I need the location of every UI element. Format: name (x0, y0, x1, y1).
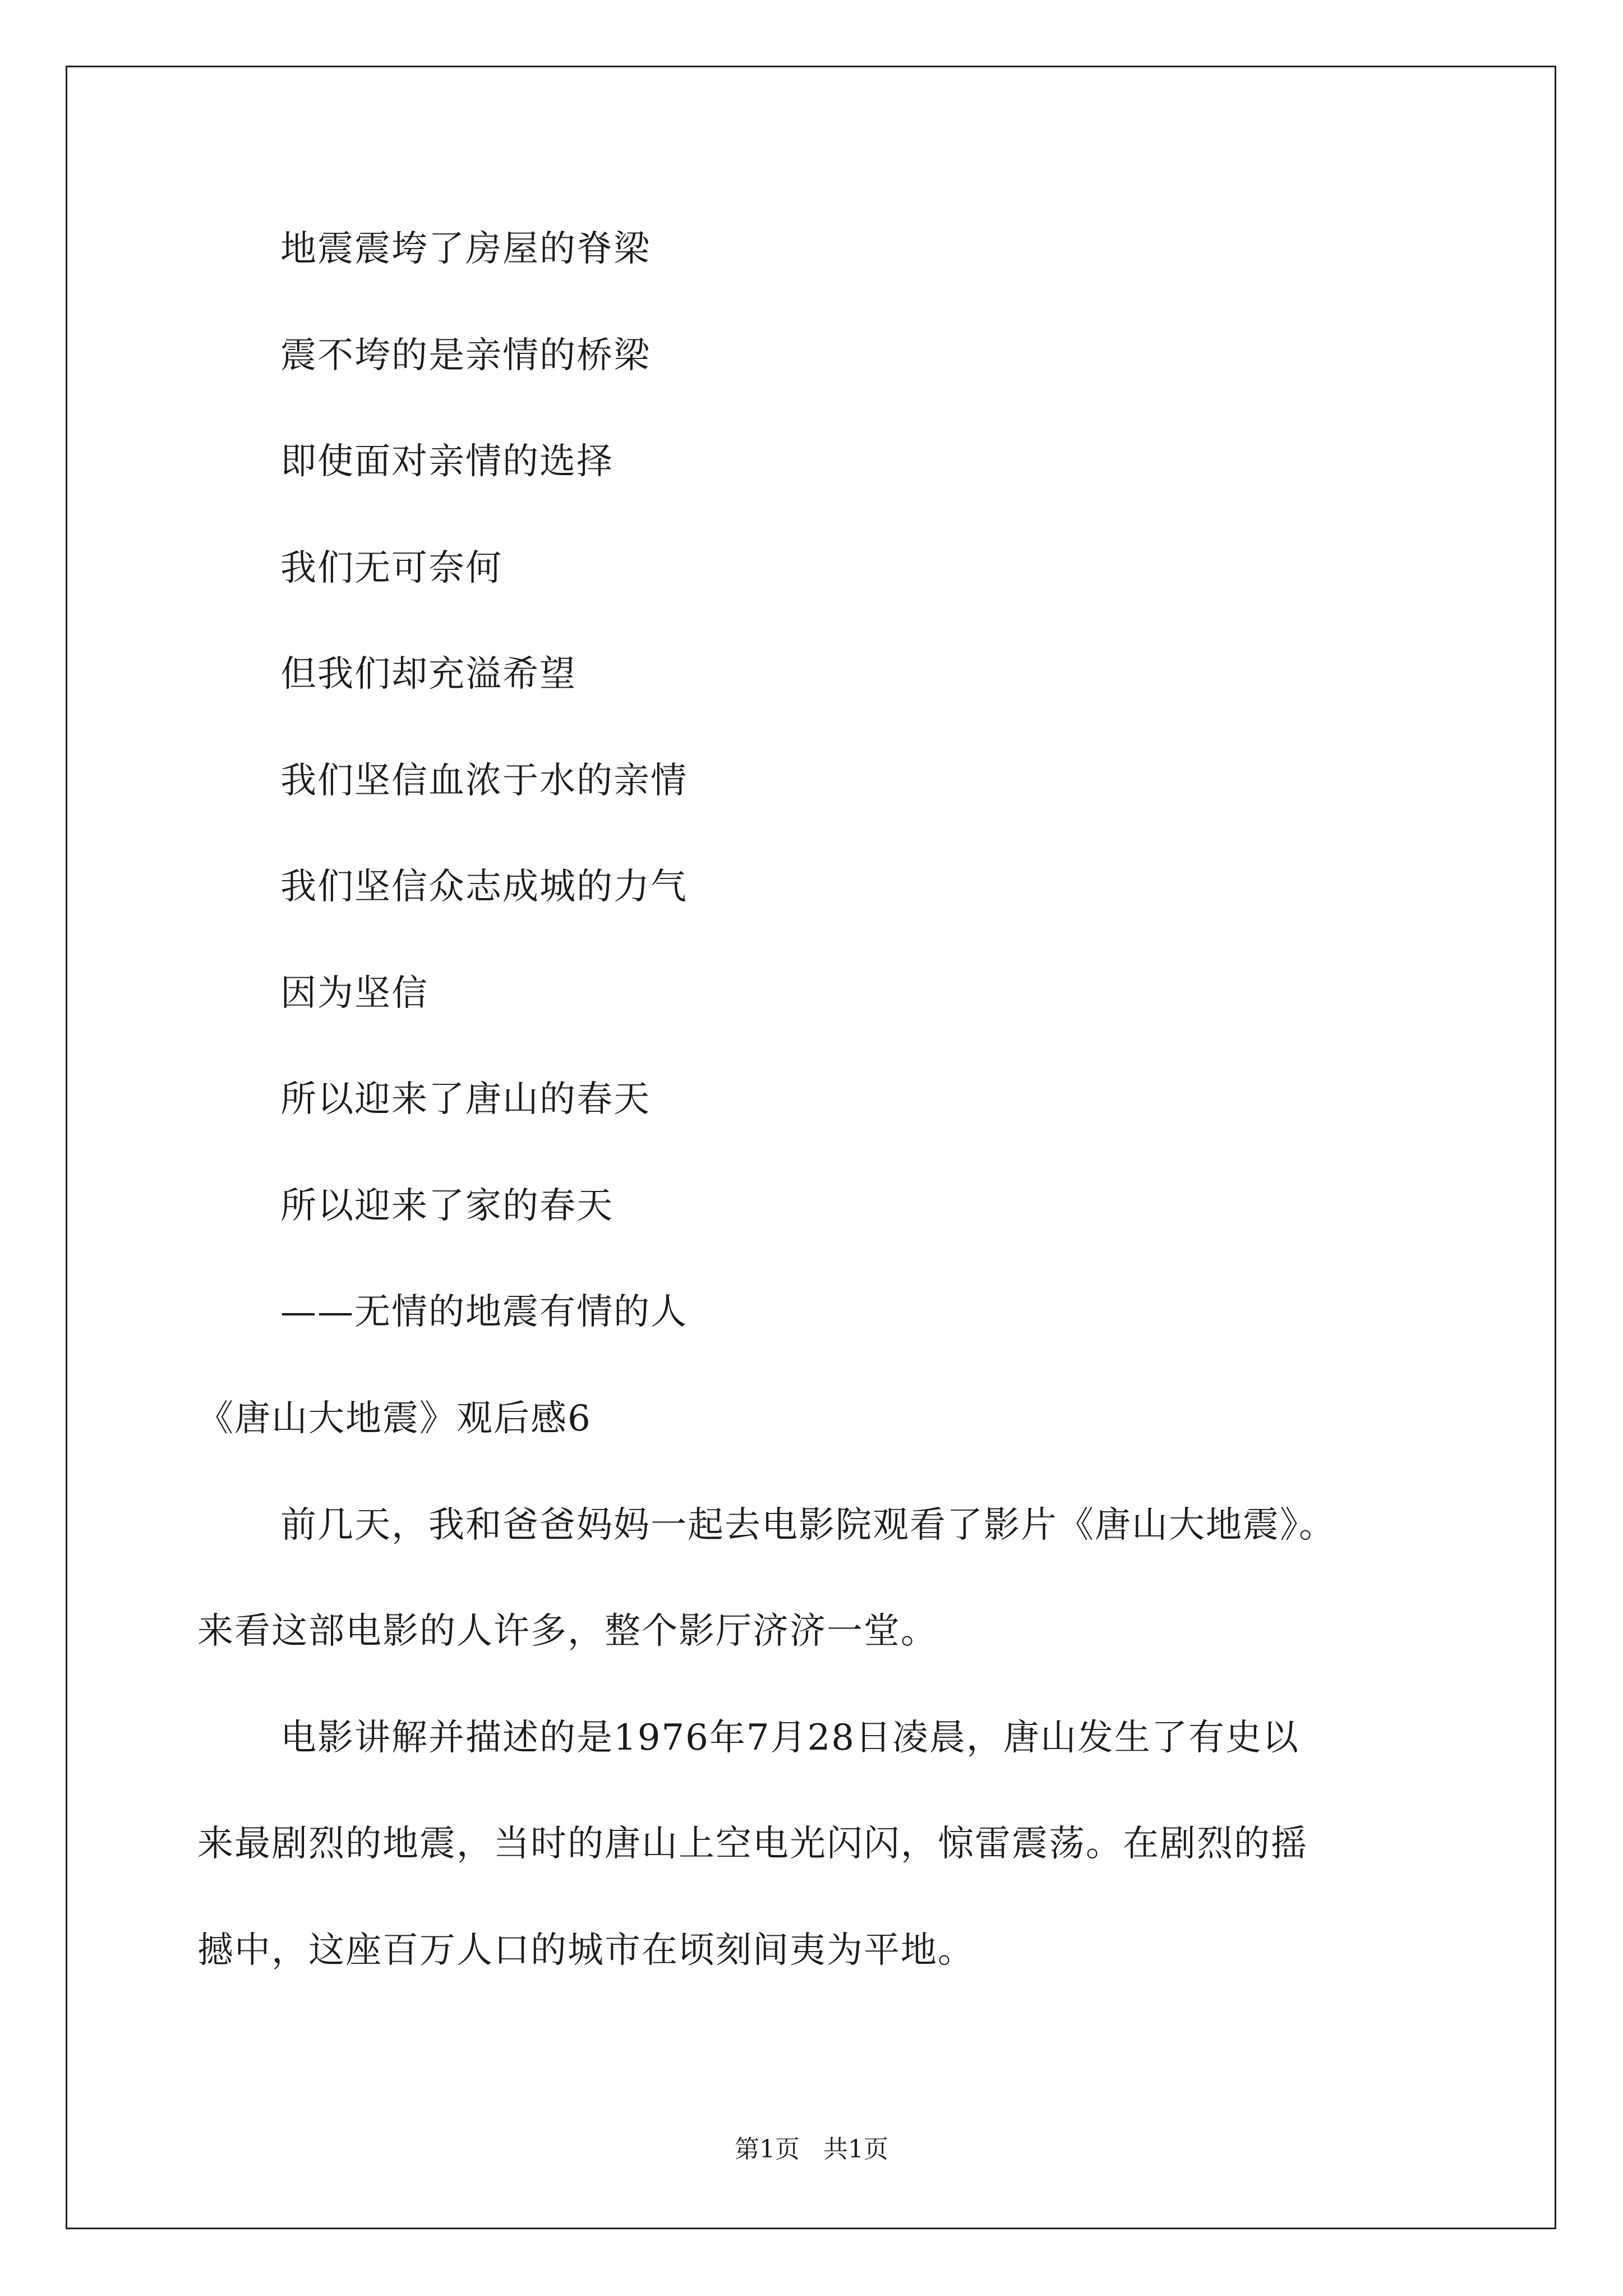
poem-line: 所以迎来了家的春天 (280, 1185, 614, 1227)
section-title: 《唐山大地震》观后感6 (197, 1398, 592, 1439)
poem-line: 我们坚信血浓于水的亲情 (280, 760, 688, 802)
poem-line: ——无情的地震有情的人 (280, 1291, 688, 1333)
paragraph-line: 来最剧烈的地震，当时的唐山上空电光闪闪，惊雷震荡。在剧烈的摇 (197, 1823, 1308, 1865)
poem-line: 因为坚信 (280, 973, 428, 1014)
poem-line: 所以迎来了唐山的春天 (280, 1079, 651, 1120)
paragraph-line: 撼中，这座百万人口的城市在顷刻间夷为平地。 (197, 1930, 975, 1971)
poem-line: 地震震垮了房屋的脊梁 (280, 228, 651, 270)
paragraph-line: 来看这部电影的人许多，整个影厅济济一堂。 (197, 1611, 938, 1652)
paragraph-line: 电影讲解并描述的是1976年7月28日凌晨，唐山发生了有史以 (280, 1717, 1300, 1759)
poem-line: 我们坚信众志成城的力气 (280, 866, 688, 908)
page-border (66, 66, 1556, 2229)
poem-line: 我们无可奈何 (280, 547, 502, 589)
poem-line: 但我们却充溢希望 (280, 654, 577, 695)
page-footer: 第1页 共1页 (735, 2135, 888, 2164)
poem-line: 即使面对亲情的选择 (280, 441, 614, 482)
poem-line: 震不垮的是亲情的桥梁 (280, 335, 651, 376)
paragraph-line: 前几天，我和爸爸妈妈一起去电影院观看了影片《唐山大地震》。 (280, 1504, 1336, 1546)
